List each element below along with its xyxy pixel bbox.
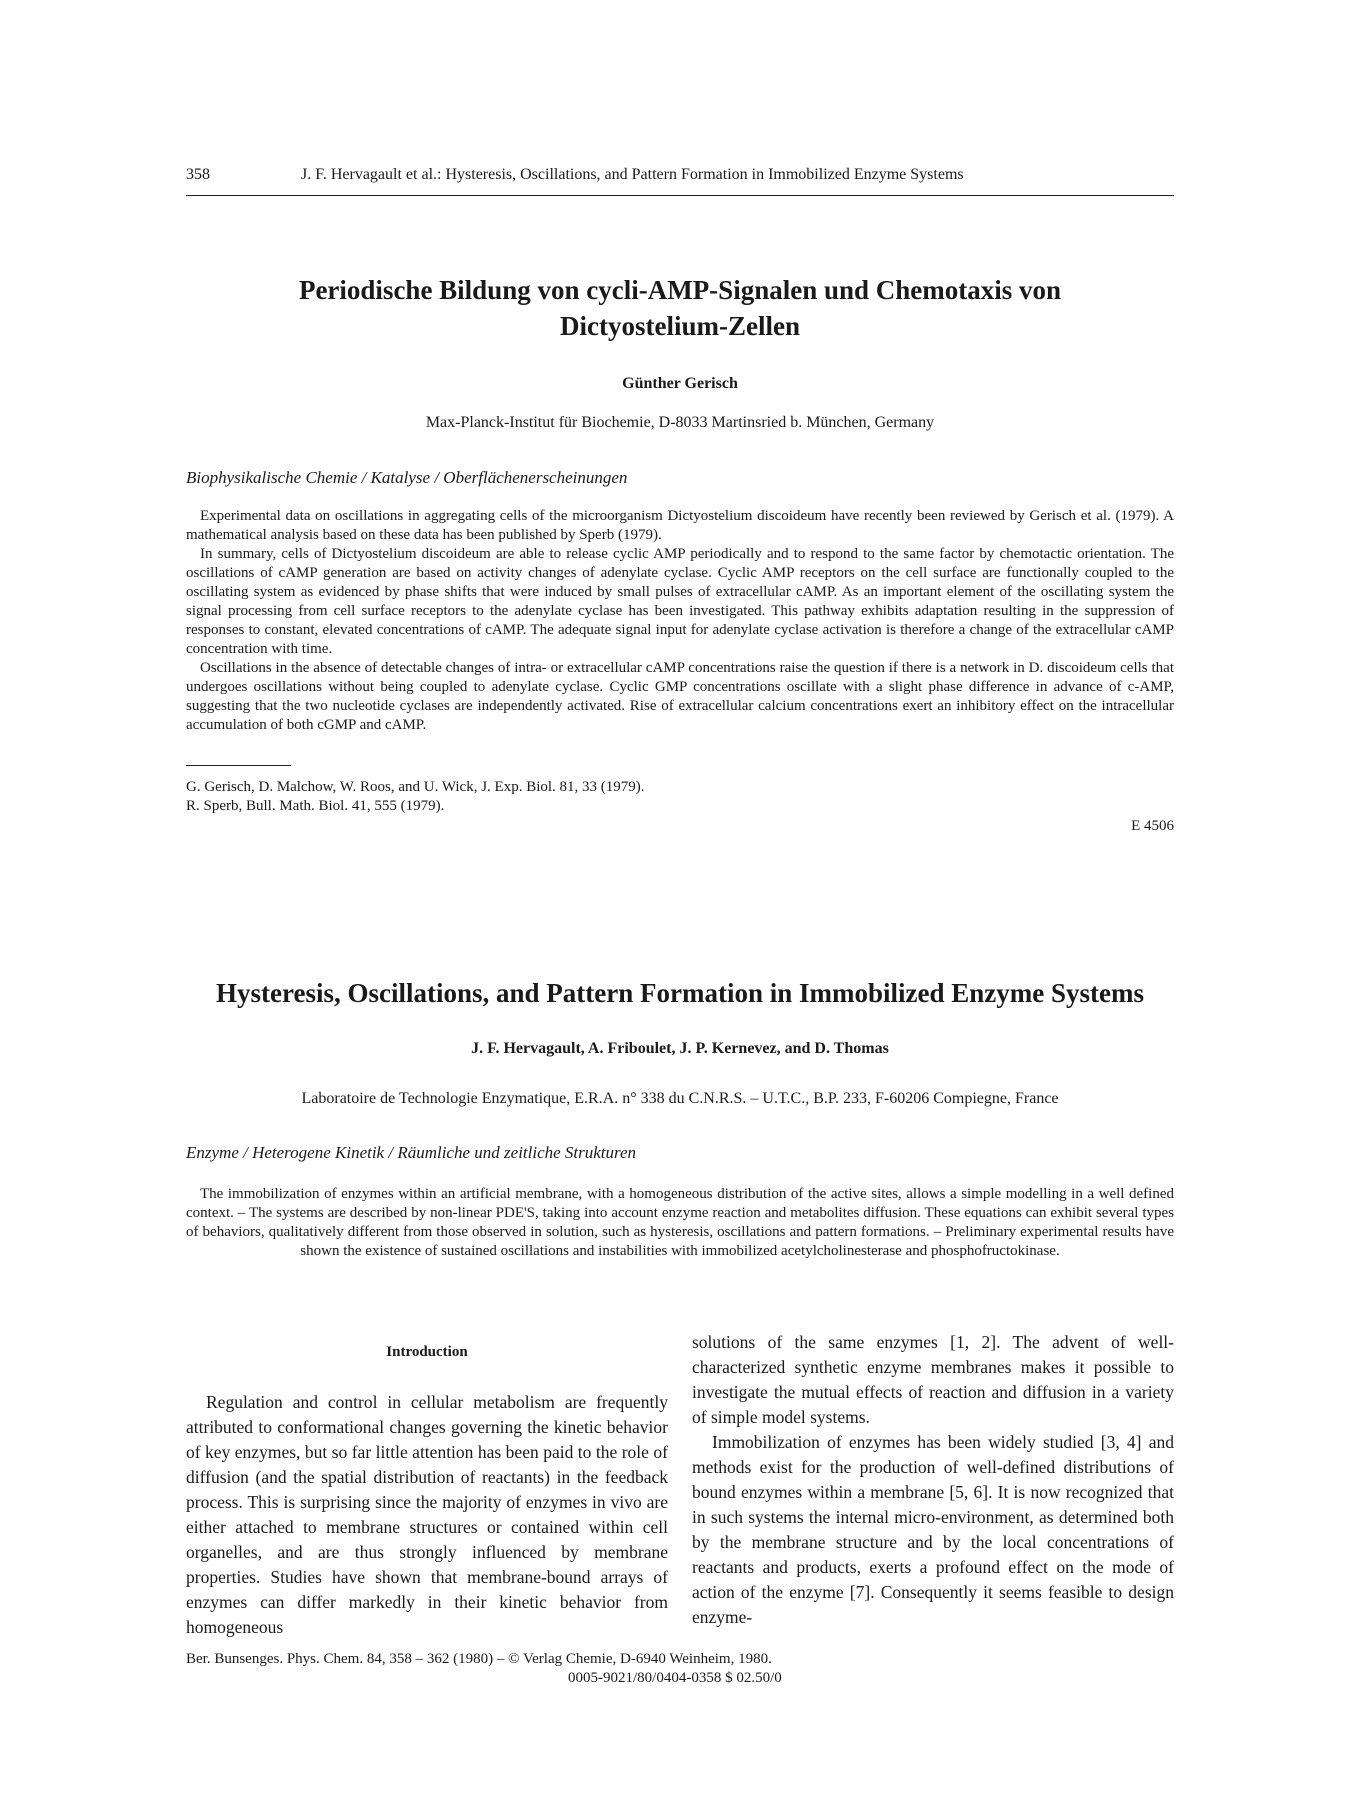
article2-authors: J. F. Hervagault, A. Friboulet, J. P. Kernevez, and D. Thomas [471,1040,889,1057]
article1-affiliation: Max-Planck-Institut für Biochemie, D-8033 Martinsried b. München, Germany [425,414,935,431]
article1-keywords: Biophysikalische Chemie / Katalyse / Oberflächenerscheinungen [186,468,628,487]
header-rule [186,195,1174,196]
article1-author: Günther Gerisch [622,375,738,392]
abstract-paragraph: Oscillations in the absence of detectable changes of intra- or extracellular cAMP concentrations raise the question if there is a network in D. discoideum cells that undergoes oscillations without being coupled to adenylate cyclase. Cyclic GMP concentrations oscillate with a slight phase difference in advance of c-AMP, suggesting that the two nucleotide cyclases are independently activated. Rise of extracellular calcium concentrations exert an inhibitory effect on the intracellular accumulation of both cGMP and cAMP. [186,660,1174,733]
abstract-paragraph: The immobilization of enzymes within an artificial membrane, with a homogeneous distribution of the active sites, allows a simple modelling in a well defined context. – The systems are described by non-linear PDE'S, taking into account enzyme reaction and metabolites diffusion. These equations can exhibit several types of behaviors, qualitatively different from those observed in solution, such as hysteresis, oscillations and pattern formations. – Preliminary experimental results have shown the existence of sustained oscillations and instabilities with immobilized acetylcholinesterase and phosphofructokinase. [186,1186,1174,1259]
running-header [186,166,1174,184]
article1-references [186,778,645,816]
article2-affiliation: Laboratoire de Technologie Enzymatique, E.R.A. n° 338 du C.N.R.S. – U.T.C., B.P. 233, F-60206 Compiegne, France [301,1090,1059,1107]
reference-item: G. Gerisch, D. Malchow, W. Roos, and U. Wick, J. Exp. Biol. 81, 33 (1979). [186,779,645,795]
body-paragraph: Regulation and control in cellular metabolism are frequently attributed to conformational changes governing the kinetic behavior of key enzymes, but so far little attention has been paid to the role of diffusion (and the spatial distribution of reactants) in the feedback process. This is surprising since the majority of enzymes in vivo are either attached to membrane structures or contained within cell organelles, and are thus strongly influenced by membrane properties. Studies have shown that membrane-bound arrays of enzymes can differ markedly in their kinetic behavior from homogeneous [186,1392,668,1637]
right-column [692,1330,1174,1630]
body-paragraph: solutions of the same enzymes [1, 2]. The advent of well-characterized synthetic enzyme membranes makes it possible to investigate the mutual effects of reaction and diffusion in a variety of simple model systems. [692,1332,1174,1427]
article1-title: Periodische Bildung von cycli-AMP-Signalen und Chemotaxis von Dictyostelium-Zellen [298,275,1062,341]
article2-title: Hysteresis, Oscillations, and Pattern Formation in Immobilized Enzyme Systems [216,978,1144,1008]
body-paragraph: Immobilization of enzymes has been widely studied [3, 4] and methods exist for the production of well-defined distributions of bound enzymes within a membrane [5, 6]. It is now recognized that in such systems the internal micro-environment, as determined both by the membrane structure and by the local concentrations of reactants and products, exerts a profound effect on the mode of action of the enzyme [7]. Consequently it seems feasible to design enzyme- [692,1432,1174,1627]
footer-citation: Ber. Bunsenges. Phys. Chem. 84, 358 – 362 (1980) – © Verlag Chemie, D-6940 Weinheim, 1980. [186,1651,772,1667]
running-header-text: J. F. Hervagault et al.: Hysteresis, Oscillations, and Pattern Formation in Immobilized Enzyme Systems [301,166,964,183]
reference-item: R. Sperb, Bull. Math. Biol. 41, 555 (1979). [186,798,445,814]
abstract-paragraph: Experimental data on oscillations in aggregating cells of the microorganism Dictyostelium discoideum have recently been reviewed by Gerisch et al. (1979). A mathematical analysis based on these data has been published by Sperb (1979). [186,508,1174,543]
section-heading: Introduction [386,1344,468,1360]
article1-abstract [186,507,1174,735]
footer-code: 0005-9021/80/0404-0358 $ 02.50/0 [568,1670,782,1686]
reference-rule [186,765,291,766]
page-number: 358 [186,166,210,183]
abstract-paragraph: In summary, cells of Dictyostelium discoideum are able to release cyclic AMP periodically and to respond to the same factor by chemotactic orientation. The oscillations of cAMP generation are based on activity changes of adenylate cyclase. Cyclic AMP receptors on the cell surface are functionally coupled to the oscillating system as evidenced by phase shifts that were induced by small pulses of extracellular cAMP. As an important element of the oscillating system the signal processing from cell surface receptors to the adenylate cyclase has been investigated. This pathway exhibits adaptation resulting in the suppression of responses to constant, elevated concentrations of cAMP. The adequate signal input for adenylate cyclase activation is therefore a change of the extracellular cAMP concentration with time. [186,546,1174,657]
article2-keywords: Enzyme / Heterogene Kinetik / Räumliche und zeitliche Strukturen [186,1143,637,1162]
article1-code: E 4506 [1131,818,1174,834]
page-footer [186,1650,782,1688]
left-column [186,1340,668,1640]
article2-abstract [186,1185,1174,1261]
